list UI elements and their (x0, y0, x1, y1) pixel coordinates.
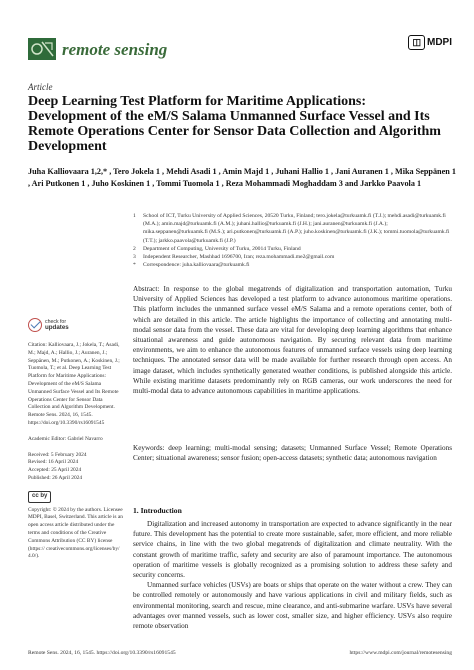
check-updates-icon (28, 318, 42, 332)
copyright-text: Copyright: © 2024 by the authors. Licensee MDPI, Basel, Switzerland. This article is an open access article distributed under the terms and conditions of the Creative Commons Attribution (CC BY) license (https:// creativecommons.org/licenses/by/ 4.0/). (28, 506, 123, 560)
author-list: Juha Kalliovaara 1,2,* , Tero Jokela 1 , Mehdi Asadi 1 , Amin Majd 1 , Juhani Hallio 1 , Jani Auranen 1 , Mika Seppänen 1 , Ari Putkonen 1 , Juho Koskinen 1 , Tommi Tuomola 1 , Reza Mohammadi Moghaddam 3 and Jarkko Paavola 1 (28, 167, 456, 188)
revised-date: Revised: 16 April 2024 (28, 459, 79, 466)
affiliation-number: 2 (133, 245, 136, 252)
keywords: Keywords: deep learning; multi-modal sensing; datasets; Unmanned Surface Vessel; Remote Operations Center; situational awareness; sensor fusion; open-access datasets; synthetic data; autonomous navigation (133, 444, 452, 463)
footer-journal-link[interactable]: https://www.mdpi.com/journal/remotesensing (349, 650, 452, 656)
affiliation-number: 1 (133, 213, 136, 219)
affiliation-text: Department of Computing, University of Turku, 20014 Turku, Finland (143, 245, 301, 252)
section-heading: 1. Introduction (133, 506, 182, 515)
academic-editor: Academic Editor: Gabriel Navarro (28, 435, 103, 442)
publisher-name: MDPI (427, 37, 452, 48)
footer-citation: Remote Sens. 2024, 16, 1545. https://doi.org/10.3390/rs16091545 (28, 650, 176, 656)
affiliation-item (133, 253, 453, 261)
paragraph: Digitalization and increased autonomy in transportation are expected to advance significantly in the near future. This development has the potential to create more sustainable, safer, more efficient, and more reliable service chains, in line with the two global megatrends of digitalization and climate neutrality. With the constant growth of maritime traffic, safety and security are also of paramount importance. The autonomous operation of maritime vessels is globally recognized as a promising solution to address these safety and security concerns. (133, 520, 452, 580)
affiliation-text: Independent Researcher, Mashhad 1696700, Iran; reza.mohammadi.me2@gmail.com (143, 254, 335, 261)
publisher-logo-icon: ◫ (408, 35, 425, 50)
article-title: Deep Learning Test Platform for Maritime Applications: Development of the eM/S Salama Unmanned Surface Vessel and Its Remote Operations Center for Sensor Data Collection and Algorithm Development (28, 94, 441, 154)
affiliation-item (133, 261, 453, 269)
journal-name: remote sensing (62, 40, 168, 59)
affiliation-item (133, 212, 453, 245)
accepted-date: Accepted: 25 April 2024 (28, 467, 82, 474)
publisher-logo (408, 35, 452, 50)
journal-logo-icon (28, 38, 56, 60)
publication-dates (28, 452, 124, 483)
cc-license-icon[interactable]: cc by (28, 491, 51, 503)
citation-text: Citation: Kalliovaara, J.; Jokela, T.; Asadi, M.; Majd, A.; Hallio, J.; Auranen, J.; Seppänen, M.; Putkonen, A.; Koskinen, J.; Tuomola, T.; et al. Deep Learning Test Platform for Maritime Applications: Development of the eM/S Salama Unmanned Surface Vessel and Its Remote Operations Center for Sensor Data Collection and Algorithm Development. Remote Sens. 2024, 16, 1545. https://doi.org/10.3390/rs16091545 (28, 342, 120, 426)
published-date: Published: 26 April 2024 (28, 474, 83, 481)
affiliation-text: School of ICT, Turku University of Applied Sciences, 20520 Turku, Finland; tero.jokela@turkuamk.fi (T.J.); mehdi.asadi@turkuamk.fi (M.A.); amin.majd@turkuamk.fi (A.M.); juhani.hallio@turkuamk.fi (J.H.); jani.auranen@turkuamk.fi (J.A.); mika.seppanen@turkuamk.fi (M.S.); ari.putkonen@turkuamk.fi (A.P.); juho.koskinen@turkuamk.fi (J.K.); tommi.tuomola@turkuamk.fi (T.T.); jarkko.paavola@turkuamk.fi (J.P.) (143, 213, 450, 244)
affiliation-item (133, 245, 453, 253)
check-updates-label: check for updates (45, 319, 69, 331)
sidebar (28, 318, 124, 561)
affiliations (133, 212, 453, 269)
abstract: Abstract: In response to the global megatrends of digitalization and transportation automation, Turku University of Applied Sciences has developed a test platform to advance autonomous maritime operations. This platform includes the unmanned surface vessel eM/S Salama and a remote operations center, both of which are detailed in this article. The article highlights the importance of collecting and annotating multi-modal sensor data from the vessel. These data are vital for developing deep learning algorithms that enhance situational awareness and guide autonomous navigation. By securing relevant data from maritime environments, we aim to enhance the autonomous features of unmanned surface vessels using deep learning techniques. The annotated sensor data will be made available for further research through open access. An image dataset, which includes synthetically generated weather conditions, is published alongside this article. While existing maritime datasets predominantly rely on RGB cameras, our work underscores the need for multi-modal data to advance autonomous capabilities in maritime applications. (133, 285, 452, 396)
check-for-updates-button[interactable] (28, 318, 124, 332)
introduction-body (133, 519, 452, 631)
affiliation-number: * (133, 262, 136, 269)
received-date: Received: 5 February 2024 (28, 451, 87, 458)
affiliation-number: 3 (133, 254, 136, 261)
article-type-label: Article (28, 82, 53, 92)
paragraph: Unmanned surface vehicles (USVs) are boats or ships that operate on the water without a crew. They can be controlled remotely or autonomously and have various applications in civil and military fields, such as environmental monitoring, search and rescue, mine clearance, and anti-submarine warfare. USVs have several advantages over manned vessels, such as lower cost, smaller size, and higher efficiency. USVs also require remote observation (133, 581, 452, 631)
affiliation-text: Correspondence: juha.kalliovaara@turkuamk.fi (143, 262, 250, 269)
